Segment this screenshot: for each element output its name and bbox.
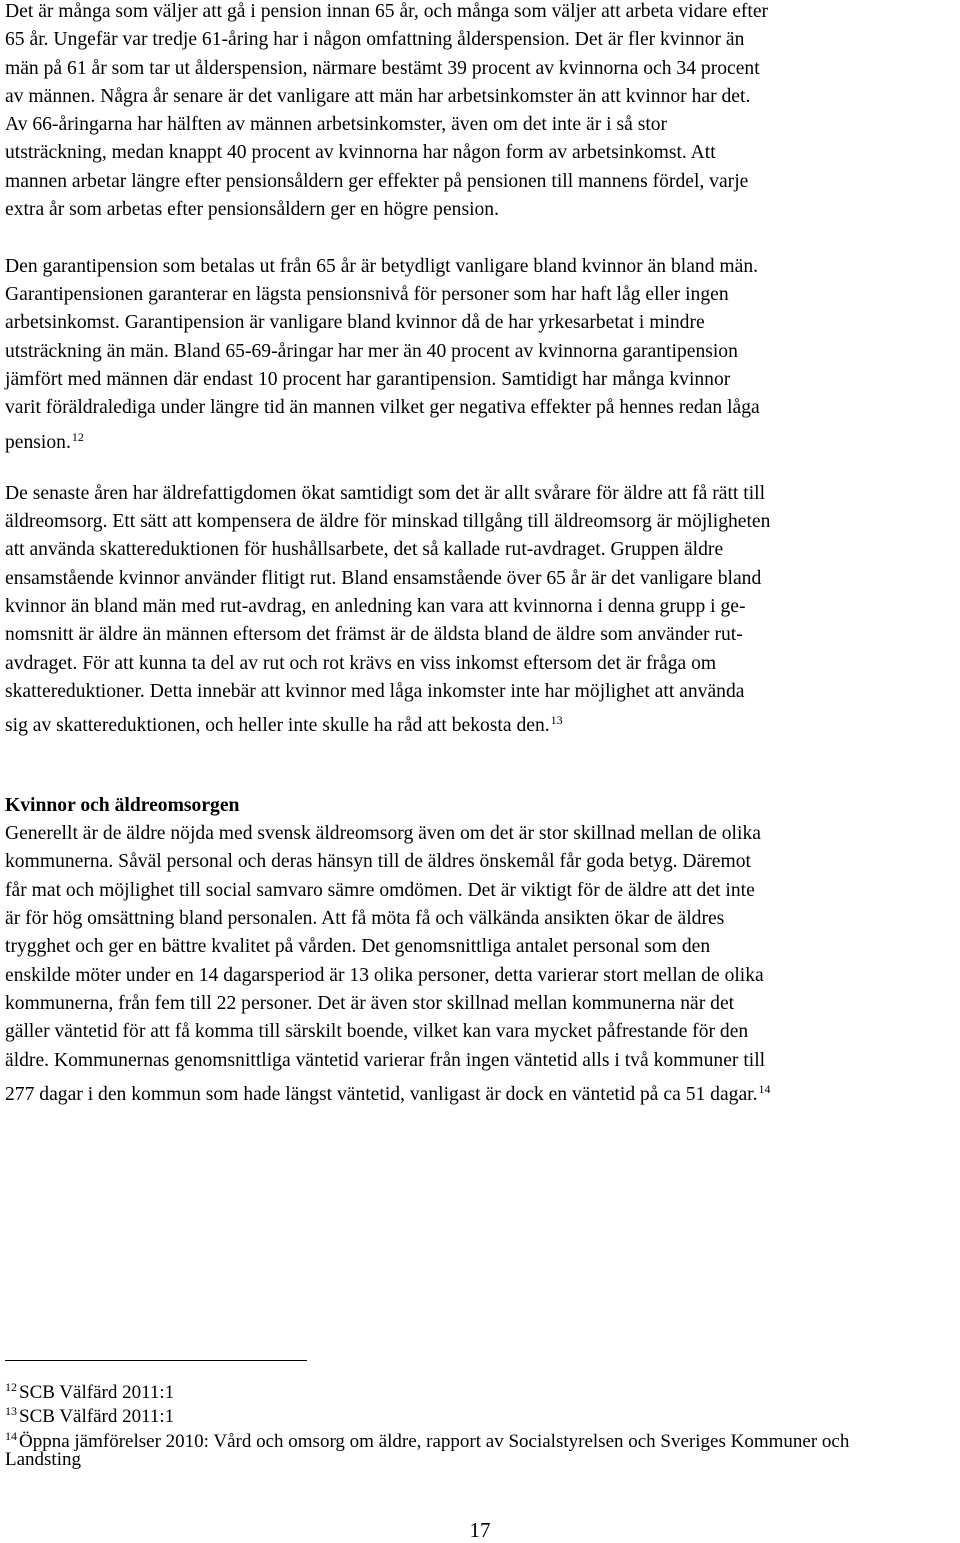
footnote-ref-12[interactable]: 12 [71,430,84,444]
text-span: pension. [5,432,71,453]
footnote-14 [5,1424,849,1454]
text-line: jämfört med männen där endast 10 procent har garantipension. Samtidigt har många kvinnor [5,369,731,390]
text-line: får mat och möjlighet till social samvaro sämre omdömen. Det är viktigt för de äldre att det inte [5,880,755,901]
text-line: nomsnitt är äldre än männen eftersom det främst är de äldsta bland de äldre som använder rut- [5,624,743,645]
text-span: 277 dagar i den kommun som hade längst väntetid, vanligast är dock en väntetid på ca 51 dagar. [5,1084,758,1105]
text-line: avdraget. För att kunna ta del av rut och rot krävs en viss inkomst eftersom det är fråga om [5,653,717,674]
footnote-14-continued: Landsting [5,1449,81,1470]
footnote-text: SCB Välfärd 2011:1 [19,1382,175,1403]
text-line [5,708,563,738]
footnote-text: Öppna jämförelser 2010: Vård och omsorg om äldre, rapport av Socialstyrelsen och Sveriges Kommuner och [19,1431,850,1452]
text-line: extra år som arbetas efter pensionsåldern ger en högre pension. [5,199,500,220]
text-line: arbetsinkomst. Garantipension är vanligare bland kvinnor då de har yrkesarbetat i mindre [5,312,705,333]
text-line: trygghet och ger en bättre kvalitet på vården. Det genomsnittliga antalet personal som den [5,936,711,957]
text-line [5,1077,771,1107]
section-heading: Kvinnor och äldreomsorgen [5,795,240,816]
footnote-text: SCB Välfärd 2011:1 [19,1406,175,1427]
footnote-number: 14 [5,1429,17,1443]
text-line: mannen arbetar längre efter pensionsåldern ger effekter på pensionen till mannens fördel, varje [5,171,749,192]
text-line [5,425,84,455]
footnote-separator [5,1360,307,1361]
text-line: Generellt är de äldre nöjda med svensk äldreomsorg även om det är stor skillnad mellan de olika [5,823,761,844]
text-span: sig av skattereduktionen, och heller inte skulle ha råd att bekosta den. [5,715,550,736]
page-number: 17 [469,1518,491,1542]
footnote-ref-13[interactable]: 13 [550,713,563,727]
text-line: äldre. Kommunernas genomsnittliga väntetid varierar från ingen väntetid alls i två kommuner till [5,1050,766,1071]
text-line: gäller väntetid för att få komma till särskilt boende, vilket kan vara mycket påfrestande för den [5,1021,749,1042]
text-line: ensamstående kvinnor använder flitigt rut. Bland ensamstående över 65 år är det vanligare bland [5,568,762,589]
text-line: av männen. Några år senare är det vanligare att män har arbetsinkomster än att kvinnor har det. [5,86,751,107]
text-line: enskilde möter under en 14 dagarsperiod är 13 olika personer, detta varierar stort mellan de olika [5,965,764,986]
text-line: De senaste åren har äldrefattigdomen ökat samtidigt som det är allt svårare för äldre att få rätt till [5,483,766,504]
text-line: är för hög omsättning bland personalen. Att få möta få och välkända ansikten ökar de äldres [5,908,725,929]
text-line: utsträckning än män. Bland 65-69-åringar har mer än 40 procent av kvinnorna garantipension [5,341,738,362]
text-line: att använda skattereduktionen för hushållsarbete, det så kallade rut-avdraget. Gruppen äldre [5,539,724,560]
text-line: kvinnor än bland män med rut-avdrag, en anledning kan vara att kvinnorna i denna grupp i ge- [5,596,746,617]
text-line: Av 66-åringarna har hälften av männen arbetsinkomster, även om det inte är i så stor [5,114,668,135]
text-line: kommunerna, från fem till 22 personer. Det är även stor skillnad mellan kommunerna när det [5,993,735,1014]
text-line: 65 år. Ungefär var tredje 61-åring har i någon omfattning ålderspension. Det är fler kvinnor än [5,29,745,50]
text-line: varit föräldralediga under längre tid än mannen vilket ger negativa effekter på hennes redan låga [5,397,760,418]
footnote-number: 12 [5,1380,17,1394]
text-line: utsträckning, medan knappt 40 procent av kvinnorna har någon form av arbetsinkomst. Att [5,142,716,163]
footnote-number: 13 [5,1404,17,1418]
text-line: kommunerna. Såväl personal och deras hänsyn till de äldres önskemål får goda betyg. Däremot [5,851,751,872]
text-line: Den garantipension som betalas ut från 65 år är betydligt vanligare bland kvinnor än bland män. [5,256,759,277]
text-line: äldreomsorg. Ett sätt att kompensera de äldre för minskad tillgång till äldreomsorg är möjligheten [5,511,771,532]
text-line: Garantipensionen garanterar en lägsta pensionsnivå för personer som har haft låg eller ingen [5,284,729,305]
footnote-ref-14[interactable]: 14 [758,1082,771,1096]
text-line: Det är många som väljer att gå i pension innan 65 år, och många som väljer att arbeta vidare efter [5,1,769,22]
text-line: skattereduktioner. Detta innebär att kvinnor med låga inkomster inte har möjlighet att använda [5,681,745,702]
text-line: män på 61 år som tar ut ålderspension, närmare bestämt 39 procent av kvinnorna och 34 procent [5,58,760,79]
